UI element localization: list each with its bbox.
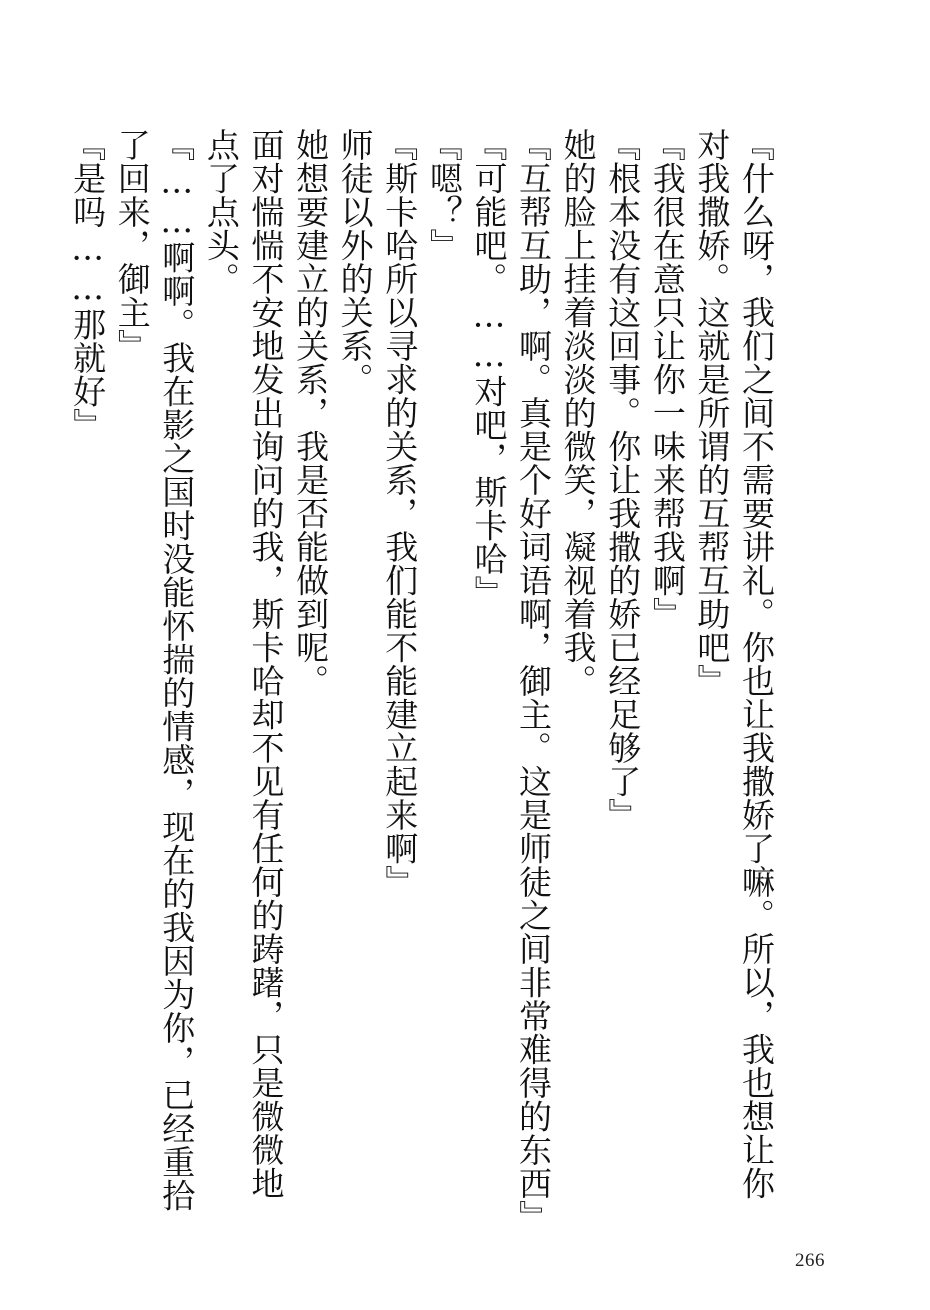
paragraph: 『可能吧。……对吧，斯卡哈』 (469, 128, 509, 609)
paragraph: 『什么呀，我们之间不需要讲礼。你也让我撒娇了嘛。所以，我也想让你对我撒娇。这就是所谓的互帮互助吧』 (692, 128, 776, 1200)
paragraph: 面对惴惴不安地发出询问的我，斯卡哈却不见有任何的踌躇，只是微微地点了点头。 (201, 128, 286, 1200)
paragraph: 『……啊啊。我在影之国时没能怀揣的情感，现在的我因为你，已经重拾了回来，御主』 (112, 128, 197, 1212)
paragraph: 『我很在意只让你一味来帮我啊』 (647, 128, 687, 631)
paragraph: 『斯卡哈所以寻求的关系，我们能不能建立起来啊』 (380, 128, 420, 899)
paragraph: 师徒以外的关系。 (335, 128, 375, 396)
page-number: 266 (795, 1250, 825, 1271)
paragraph: 她想要建立的关系，我是否能做到呢。 (291, 128, 331, 698)
vertical-text-body (65, 128, 779, 1234)
paragraph: 『互帮互助，啊。真是个好词语啊，御主。这是师徒之间非常难得的东西』 (514, 128, 554, 1234)
paragraph: 『是吗……那就好』 (68, 128, 108, 442)
paragraph: 『嗯？』 (424, 128, 464, 262)
paragraph: 她的脸上挂着淡淡的微笑，凝视着我。 (558, 128, 598, 698)
paragraph: 『根本没有这回事。你让我撒的娇已经足够了』 (603, 128, 643, 832)
